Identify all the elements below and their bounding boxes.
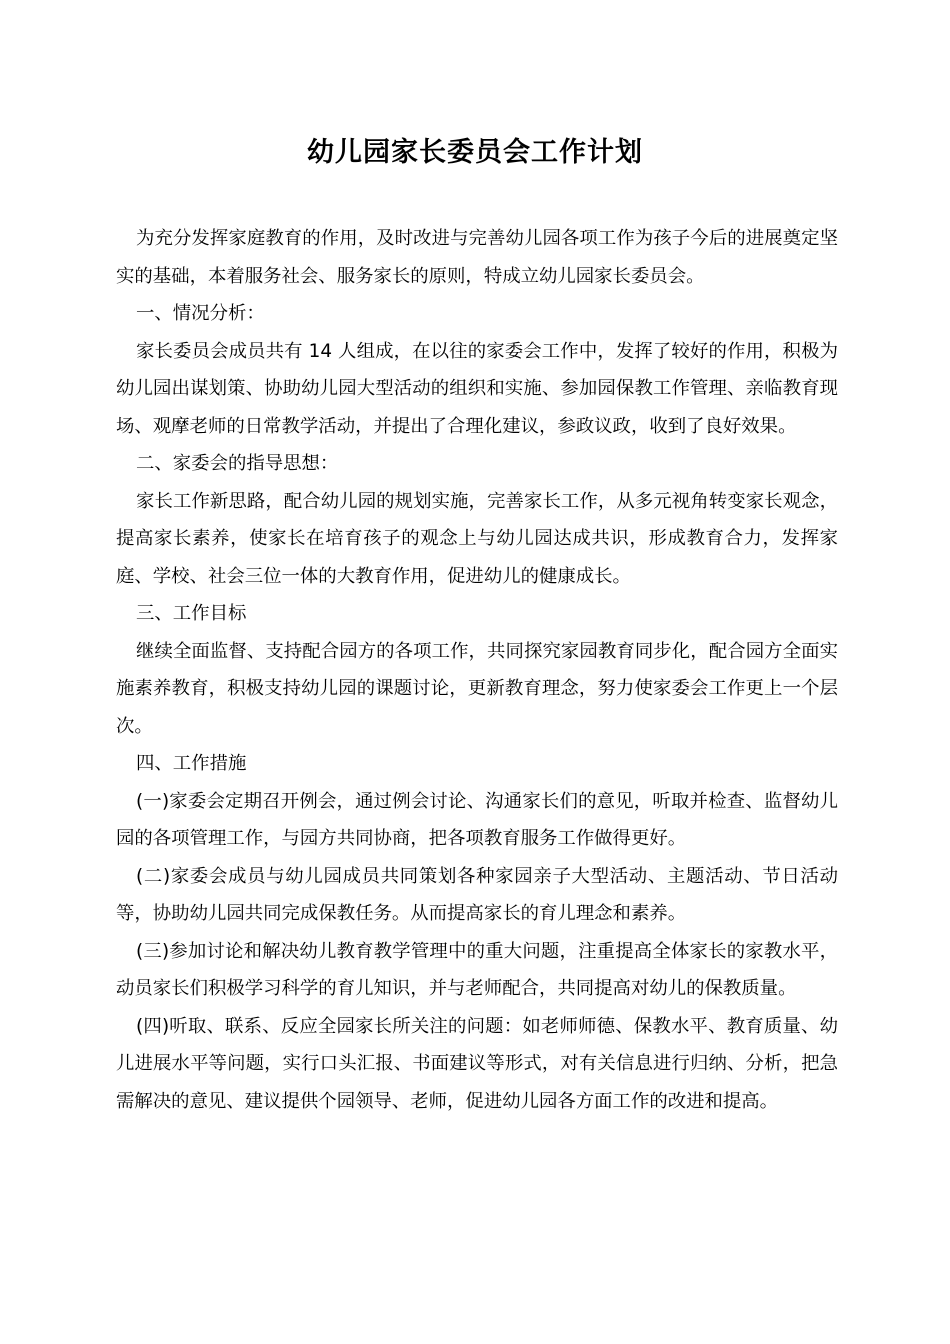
document-title: 幼儿园家长委员会工作计划 bbox=[307, 137, 643, 168]
section-heading-guiding-idea: 二、家委会的指导思想： bbox=[136, 453, 339, 474]
measure-item-3: (三)参加讨论和解决幼儿教育教学管理中的重大问题，注重提高全体家长的家教水平，动员家长们积极学习科学的育儿知识，并与老师配合，共同提高对幼儿的保教质量。 bbox=[116, 940, 838, 999]
document-body bbox=[116, 220, 838, 1120]
section-heading-measures: 四、工作措施 bbox=[136, 753, 247, 774]
situation-paragraph: 家长委员会成员共有 14 人组成，在以往的家委会工作中，发挥了较好的作用，积极为幼儿园出谋划策、协助幼儿园大型活动的组织和实施、参加园保教工作管理、亲临教育现场、观摩老师的日常教学活动，并提出了合理化建议，参政议政，收到了良好效果。 bbox=[116, 340, 838, 437]
section-heading-goals: 三、工作目标 bbox=[136, 603, 247, 624]
section-heading-situation: 一、情况分析： bbox=[136, 303, 265, 324]
guiding-idea-paragraph: 家长工作新思路，配合幼儿园的规划实施，完善家长工作，从多元视角转变家长观念，提高家长素养，使家长在培育孩子的观念上与幼儿园达成共识，形成教育合力，发挥家庭、学校、社会三位一体的大教育作用，促进幼儿的健康成长。 bbox=[116, 490, 838, 587]
measure-item-2: (二)家委会成员与幼儿园成员共同策划各种家园亲子大型活动、主题活动、节日活动等，协助幼儿园共同完成保教任务。从而提高家长的育儿理念和素养。 bbox=[116, 865, 838, 924]
intro-paragraph: 为充分发挥家庭教育的作用，及时改进与完善幼儿园各项工作为孩子今后的进展奠定坚实的基础，本着服务社会、服务家长的原则，特成立幼儿园家长委员会。 bbox=[116, 228, 838, 287]
measure-item-4: (四)听取、联系、反应全园家长所关注的问题：如老师师德、保教水平、教育质量、幼儿进展水平等问题，实行口头汇报、书面建议等形式，对有关信息进行归纳、分析，把急需解决的意见、建议提供个园领导、老师，促进幼儿园各方面工作的改进和提高。 bbox=[116, 1015, 838, 1112]
measure-item-1: (一)家委会定期召开例会，通过例会讨论、沟通家长们的意见，听取并检查、监督幼儿园的各项管理工作，与园方共同协商，把各项教育服务工作做得更好。 bbox=[116, 790, 838, 849]
goals-paragraph: 继续全面监督、支持配合园方的各项工作，共同探究家园教育同步化，配合园方全面实施素养教育，积极支持幼儿园的课题讨论，更新教育理念，努力使家委会工作更上一个层次。 bbox=[116, 640, 838, 737]
